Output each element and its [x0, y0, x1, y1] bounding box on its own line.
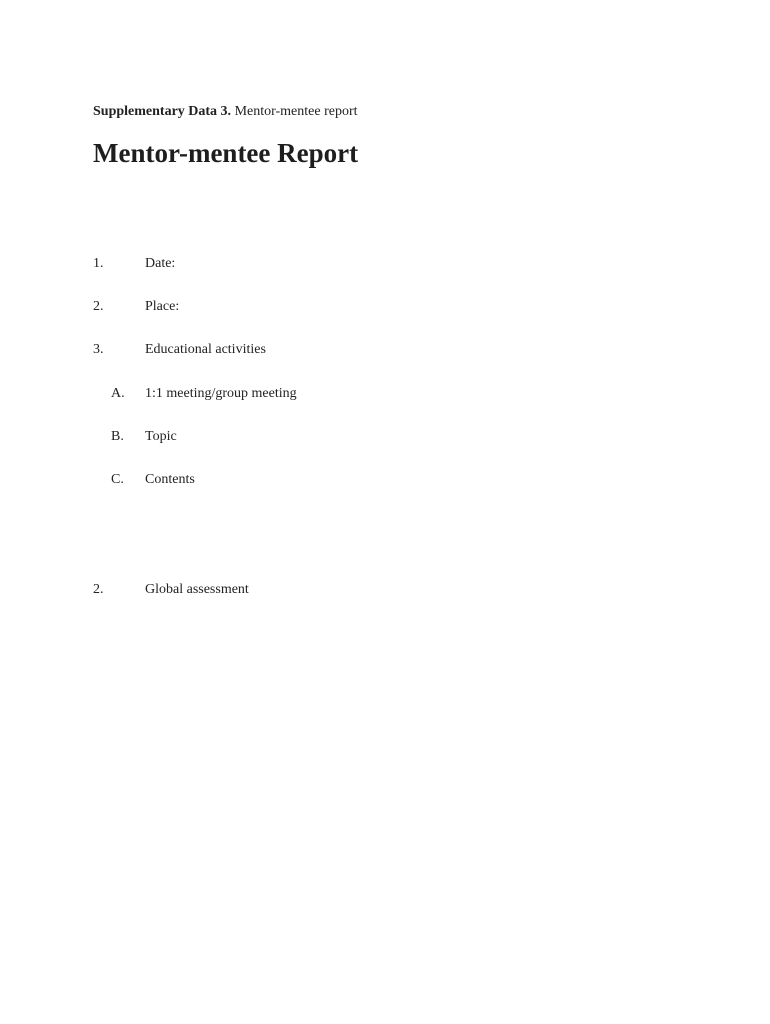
sublist-marker: A. [111, 386, 125, 401]
list-item-date [0, 254, 770, 274]
sublist-label: 1:1 meeting/group meeting [145, 386, 297, 401]
list-label: Global assessment [145, 582, 249, 597]
sublist-marker: B. [111, 429, 124, 444]
list-label: Date: [145, 256, 176, 271]
list-marker: 1. [93, 256, 104, 271]
list-item-educational-activities [0, 340, 770, 360]
sublist-item-contents [0, 470, 770, 490]
list-marker: 2. [93, 299, 104, 314]
sublist-item-topic [0, 427, 770, 447]
supplementary-caption [93, 102, 358, 122]
sublist-label: Topic [145, 429, 177, 444]
sublist-label: Contents [145, 472, 195, 487]
list-label: Place: [145, 299, 180, 314]
list-label: Educational activities [145, 342, 266, 357]
list-item-global-assessment [0, 580, 770, 600]
sublist-item-meeting-type [0, 384, 770, 404]
list-marker: 2. [93, 582, 104, 597]
list-item-place [0, 297, 770, 317]
list-marker: 3. [93, 342, 104, 357]
caption-text: Mentor-mentee report [234, 104, 358, 119]
caption-label: Supplementary Data 3. [93, 104, 232, 119]
sublist-marker: C. [111, 472, 124, 487]
page-title: Mentor-mentee Report [93, 138, 359, 168]
